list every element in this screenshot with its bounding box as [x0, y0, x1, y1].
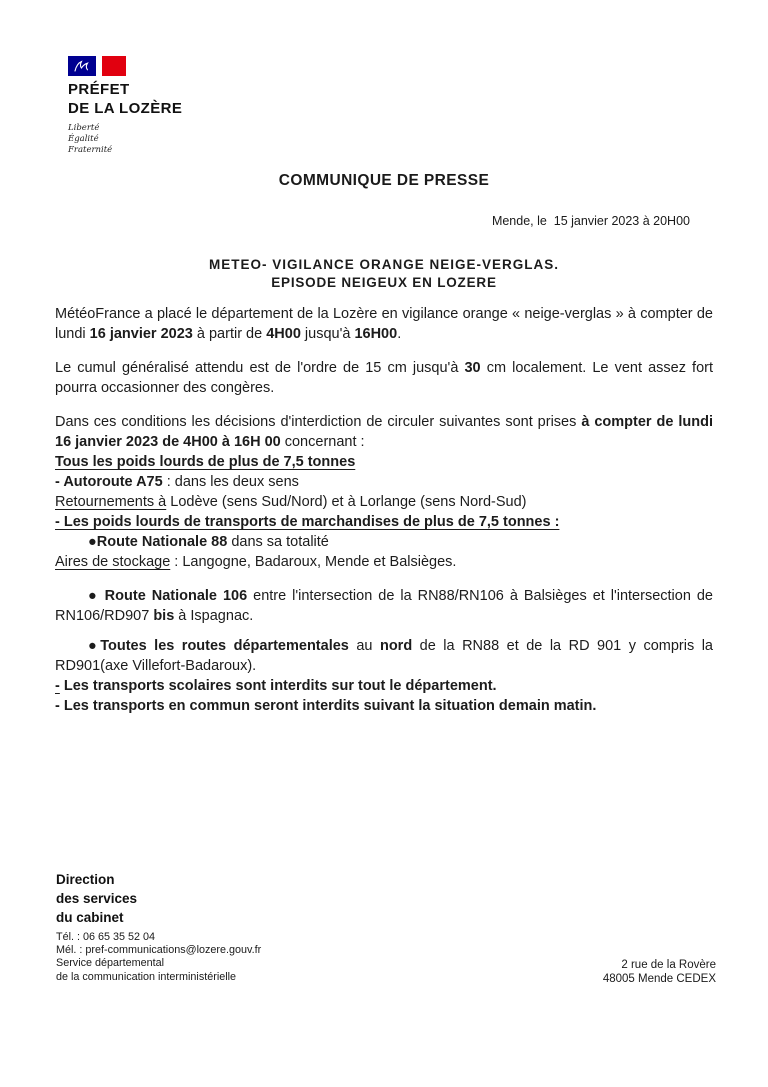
line-transports-scolaires: - Les transports scolaires sont interdits sur tout le département.: [55, 678, 497, 694]
press-release-body: [55, 304, 713, 716]
dateline: Mende, le 15 janvier 2023 à 20H00: [491, 214, 690, 228]
paragraph-cumul-neige: Le cumul généralisé attendu est de l'ordre de 15 cm jusqu'à 30 cm localement. Le vent assez fort pourra occasionner des congères.: [55, 360, 713, 396]
footer-department-line1: Direction: [56, 872, 115, 887]
republic-motto: [68, 123, 768, 156]
line-route-nationale-88: ●Route Nationale 88 dans sa totalité: [88, 534, 329, 550]
footer-address: [603, 958, 716, 986]
footer-department-line2: des services: [56, 891, 138, 906]
line-transports-en-commun: - Les transports en commun seront interdits suivant la situation demain matin.: [55, 698, 597, 714]
footer-address-line1: 2 rue de la Rovère: [621, 959, 716, 971]
footer-contact: [56, 931, 261, 984]
footer-department-line3: du cabinet: [56, 910, 124, 925]
line-aires-de-stockage: Aires de stockage : Langogne, Badaroux, Mende et Balsièges.: [55, 554, 457, 570]
subject-line1: METEO- VIGILANCE ORANGE NEIGE-VERGLAS.: [208, 257, 560, 272]
paragraph-decisions-interdiction: Dans ces conditions les décisions d'interdiction de circuler suivantes sont prises à compter de lundi 16 janvier 2023 de 4H00 à 16H 00 concernant :: [55, 414, 713, 450]
paragraph-route-nationale-106: ● Route Nationale 106 entre l'intersection de la RN88/RN106 à Balsièges et l'intersection de RN106/RD907 bis à Ispagnac.: [55, 588, 713, 624]
prefecture-logo: [0, 0, 768, 156]
bullet-icon: ●: [88, 588, 99, 604]
line-autoroute-a75: - Autoroute A75 : dans les deux sens: [55, 474, 299, 490]
heading-poids-lourds: Tous les poids lourds de plus de 7,5 tonnes: [55, 454, 356, 470]
flag-blue-stripe-marianne-icon: [68, 56, 96, 76]
subject-line2: EPISODE NEIGEUX EN LOZERE: [271, 275, 497, 290]
paragraph-routes-departementales: ●Toutes les routes départementales au nord de la RN88 et de la RD 901 y compris la RD901(axe Villefort-Badaroux).: [55, 638, 713, 674]
footer-service-line1: Service départemental: [56, 957, 165, 970]
footer-address-line2: 48005 Mende CEDEX: [602, 973, 716, 985]
institution-name-line2: DE LA LOZÈRE: [68, 100, 183, 117]
document-title: COMMUNIQUE DE PRESSE: [278, 172, 490, 189]
bullet-icon: ●: [88, 638, 101, 654]
institution-name-line1: PRÉFET: [68, 81, 130, 98]
french-flag-icon: [68, 56, 126, 76]
footer-email: Mél. : pref-communications@lozere.gouv.fr: [56, 944, 262, 957]
motto-egalite: Égalité: [68, 134, 99, 144]
paragraph-vigilance-orange: MétéoFrance a placé le département de la Lozère en vigilance orange « neige-verglas » à compter de lundi 16 janvier 2023 à partir de 4H00 jusqu'à 16H00.: [55, 306, 713, 342]
subject-block: [0, 256, 768, 292]
footer-department: [56, 870, 137, 927]
motto-liberte: Liberté: [68, 123, 100, 133]
flag-red-stripe: [102, 56, 126, 76]
bullet-icon: ●: [88, 534, 97, 550]
heading-poids-lourds-marchandises: - Les poids lourds de transports de marchandises de plus de 7,5 tonnes :: [55, 514, 560, 530]
footer-service-line2: de la communication interministérielle: [56, 970, 237, 983]
line-retournements: Retournements à Lodève (sens Sud/Nord) et à Lorlange (sens Nord-Sud): [55, 494, 527, 510]
footer-phone: Tél. : 06 65 35 52 04: [56, 931, 156, 943]
motto-fraternite: Fraternité: [68, 145, 113, 155]
